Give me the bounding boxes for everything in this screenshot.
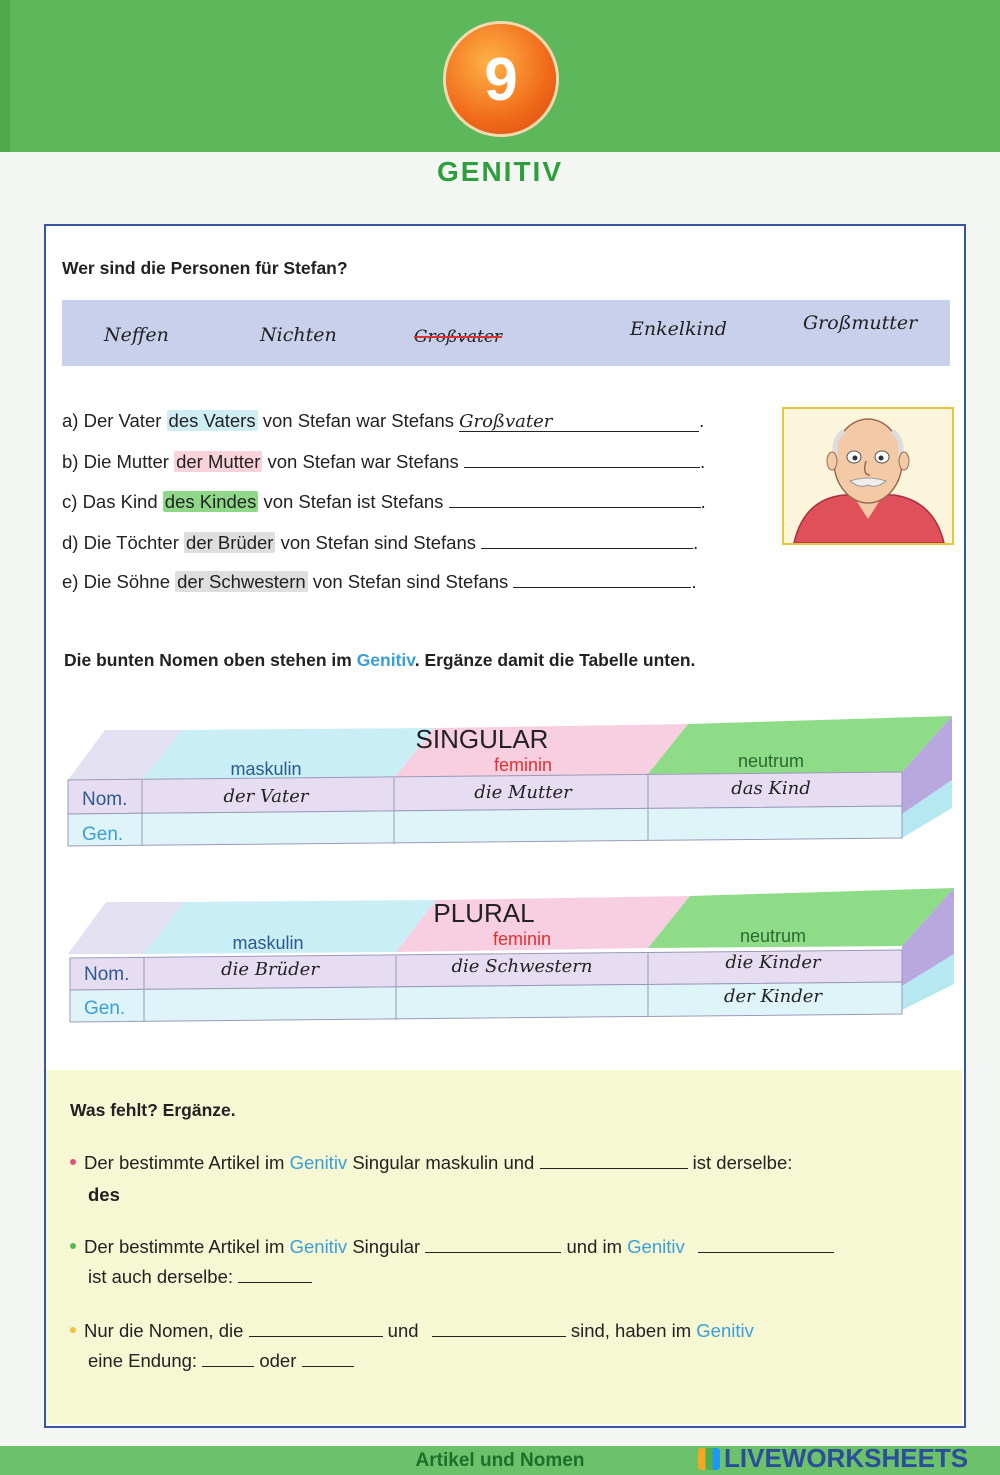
grandfather-illustration [782, 407, 954, 545]
cell-nom-maskulin: die Brüder [221, 959, 319, 980]
answer-field-a[interactable] [459, 411, 699, 432]
sentence-end: . [700, 491, 706, 512]
cell-nom-feminin: die Schwestern [451, 956, 593, 977]
rule3-blank-2[interactable] [432, 1320, 566, 1337]
bullet-dot-icon [70, 1159, 76, 1165]
sentence-text: von Stefan sind Stefans [312, 571, 509, 592]
sentence-label: e) [62, 571, 79, 592]
plural-table [60, 886, 960, 1028]
genitiv-accent: Genitiv [289, 1236, 348, 1257]
rule-text: Nur die Nomen, die [84, 1320, 244, 1341]
sentence-e [62, 571, 697, 593]
answer-field-e[interactable] [513, 571, 691, 588]
row-label-gen: Gen. [84, 998, 126, 1019]
rule2-line2 [88, 1266, 312, 1288]
sentence-text: Das Kind [82, 491, 158, 512]
cell-nom-neutrum: die Kinder [725, 952, 821, 973]
rule-bullet-2 [70, 1236, 834, 1258]
genitive-highlight: der Mutter [176, 451, 261, 472]
footer-title: Artikel und Nomen [415, 1450, 585, 1471]
rule2-blank-2[interactable] [698, 1236, 834, 1253]
rule-text: Der bestimmte Artikel im [84, 1152, 285, 1173]
liveworksheets-logo-icon [698, 1448, 720, 1470]
exercise1-heading: Wer sind die Personen für Stefan? [62, 258, 348, 278]
sentence-text: Der Vater [83, 410, 162, 431]
col-header-feminin: feminin [492, 929, 552, 949]
sentence-end: . [693, 532, 699, 553]
sentence-text: von Stefan war Stefans [267, 451, 459, 472]
word-bank-item-grossvater[interactable]: Großvater [414, 327, 503, 347]
rule1-answer: des [88, 1184, 120, 1205]
rule1-blank[interactable] [540, 1152, 688, 1169]
rule-text: ist auch derselbe: [88, 1266, 234, 1287]
sentence-end: . [699, 410, 705, 431]
rule-text: eine Endung: [88, 1350, 198, 1371]
sentence-b [62, 451, 705, 473]
sentence-text: Die Mutter [83, 451, 169, 472]
rule-text: oder [259, 1350, 297, 1371]
answer-field-c[interactable] [449, 491, 701, 508]
genitiv-accent: Genitiv [356, 650, 415, 670]
rule-bullet-1 [70, 1152, 792, 1174]
watermark-text: LIVEWORKSHEETS [724, 1443, 969, 1473]
rule2-blank-1[interactable] [425, 1236, 561, 1253]
rule3-blank-4[interactable] [302, 1350, 354, 1367]
rule3-blank-1[interactable] [249, 1320, 383, 1337]
sentence-label: c) [62, 491, 78, 512]
liveworksheets-watermark [698, 1443, 968, 1474]
bullet-dot-icon [70, 1327, 76, 1333]
rule3-blank-3[interactable] [202, 1350, 254, 1367]
page-edge-shade [0, 0, 10, 152]
cell-nom-neutrum: das Kind [731, 778, 811, 799]
rule-text: Singular maskulin und [352, 1152, 535, 1173]
answer-field-b[interactable] [464, 451, 700, 468]
sentence-a [62, 410, 704, 432]
word-bank-item-nichten[interactable]: Nichten [260, 324, 337, 346]
sentence-d [62, 532, 698, 554]
answer-value: Großvater [459, 411, 553, 432]
genitive-highlight: der Schwestern [177, 571, 306, 592]
sentence-label: a) [62, 410, 79, 431]
genitive-highlight: des Vaters [168, 410, 256, 431]
sentence-text: Die Töchter [83, 532, 179, 553]
heading-text: . Ergänze damit die Tabelle unten. [414, 650, 696, 670]
answer-field-d[interactable] [481, 532, 693, 549]
page-title: GENITIV [436, 156, 563, 187]
word-bank-item-enkelkind[interactable]: Enkelkind [630, 318, 727, 340]
singular-table [60, 712, 960, 854]
bullet-dot-icon [70, 1243, 76, 1249]
genitive-highlight: des Kindes [164, 491, 257, 512]
row-label-nom: Nom. [84, 964, 130, 985]
sentence-text: Die Söhne [83, 571, 170, 592]
rule3-line2 [88, 1350, 354, 1372]
rule-text: ist derselbe: [692, 1152, 793, 1173]
cell-nom-maskulin: der Vater [223, 786, 309, 807]
rule-text: sind, haben im [570, 1320, 692, 1341]
table-title: PLURAL [433, 898, 535, 928]
sentence-text: von Stefan sind Stefans [280, 532, 476, 553]
col-header-maskulin: maskulin [230, 759, 302, 779]
rule-text: Singular [352, 1236, 421, 1257]
rule2-blank-3[interactable] [238, 1266, 312, 1283]
sentence-label: d) [62, 532, 79, 553]
exercise2-heading [64, 650, 695, 671]
sentence-c [62, 491, 706, 513]
cell-nom-feminin: die Mutter [474, 782, 572, 803]
col-header-neutrum: neutrum [739, 926, 807, 946]
heading-text: Die bunten Nomen oben stehen im [64, 650, 352, 670]
sentence-end: . [691, 571, 697, 592]
genitiv-accent: Genitiv [696, 1320, 754, 1341]
sentence-end: . [699, 451, 706, 472]
cell-gen-neutrum[interactable]: der Kinder [723, 986, 823, 1007]
col-header-feminin: feminin [493, 755, 553, 775]
word-bank-item-neffen[interactable]: Neffen [104, 324, 169, 346]
sentence-label: b) [62, 451, 79, 472]
col-header-maskulin: maskulin [232, 933, 304, 953]
genitive-highlight: der Brüder [186, 532, 274, 553]
exercise3-heading: Was fehlt? Ergänze. [70, 1100, 236, 1120]
row-label-nom: Nom. [82, 789, 128, 810]
row-label-gen: Gen. [82, 824, 124, 845]
rule-text: und [387, 1320, 419, 1341]
table-title: SINGULAR [415, 724, 549, 754]
rule-bullet-3 [70, 1320, 754, 1342]
col-header-neutrum: neutrum [737, 751, 805, 771]
chapter-number-badge: 9 [446, 24, 556, 134]
grandfather-drawing [784, 409, 952, 543]
word-bank-item-grossmutter[interactable]: Großmutter [803, 312, 918, 334]
sentence-text: von Stefan ist Stefans [263, 491, 444, 512]
genitiv-accent: Genitiv [289, 1152, 348, 1173]
sentence-text: von Stefan war Stefans [262, 410, 455, 431]
genitiv-accent: Genitiv [627, 1236, 685, 1257]
rule-text: Der bestimmte Artikel im [84, 1236, 285, 1257]
rule-text: und im [566, 1236, 623, 1257]
